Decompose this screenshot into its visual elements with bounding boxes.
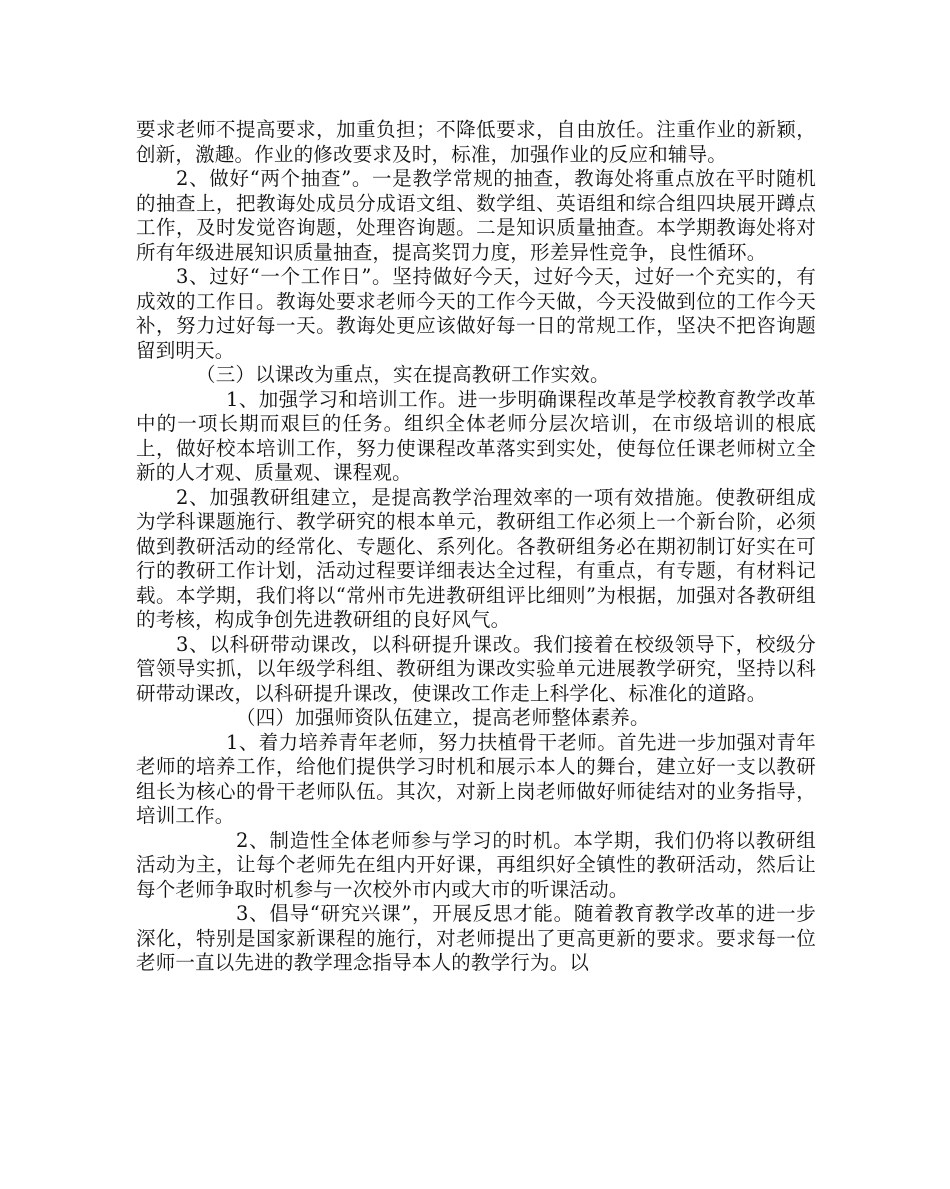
section-heading-4: （四）加强师资队伍建立，提高老师整体素养。 [236, 706, 650, 729]
paragraph-research-lessons: 3、倡导“研究兴课”，开展反思才能。随着教育教学改革的进一步深化，特别是国家新课程的施行，对老师提出了更高更新的要求。要求每一位老师一直以先进的教学理念指导本人的教学行为。以 [136, 902, 816, 974]
document-page [136, 118, 816, 976]
paragraph-learning-opportunities: 2、制造性全体老师参与学习的时机。本学期，我们仍将以教研组活动为主，让每个老师先在组内开好课，再组织好全镇性的教研活动，然后让每个老师争取时机参与一次校外市内或大市的听课活动。 [136, 828, 816, 901]
paragraph-homework-requirements: 要求老师不提高要求，加重负担；不降低要求，自由放任。注重作业的新颖，创新，激趣。作业的修改要求及时，标准，加强作业的反应和辅导。 [136, 118, 816, 166]
paragraph-one-workday: 3、过好“一个工作日”。坚持做好今天，过好今天，过好一个充实的，有成效的工作日。教诲处要求老师今天的工作今天做，今天没做到位的工作今天补，努力过好每一天。教诲处更应该做好每一日的常规工作，坚决不把咨询题留到明天。 [136, 265, 816, 362]
paragraph-study-training: 1、加强学习和培训工作。进一步明确课程改革是学校教育教学改革中的一项长期而艰巨的任务。组织全体老师分层次培训，在市级培训的根底上，做好校本培训工作，努力使课程改革落实到实处，使每位任课老师树立全新的人才观、质量观、课程观。 [136, 387, 816, 484]
paragraph-two-inspections: 2、做好“两个抽查”。一是教学常规的抽查，教诲处将重点放在平时随机的抽查上，把教诲处成员分成语文组、数学组、英语组和综合组四块展开蹲点工作，及时发觉咨询题，处理咨询题。二是知识质量抽查。本学期教诲处将对所有年级进展知识质量抽查，提高奖罚力度，形差异性竞争，良性循环。 [136, 167, 816, 264]
paragraph-teaching-research-groups: 2、加强教研组建立，是提高教学治理效率的一项有效措施。使教研组成为学科课题施行、教学研究的根本单元，教研组工作必须上一个新台阶，必须做到教研活动的经常化、专题化、系列化。各教研组务必在期初制订好实在可行的教研工作计划，活动过程要详细表达全过程，有重点，有专题，有材料记载。本学期，我们将以“常州市先进教研组评比细则”为根据，加强对各教研组的考核，构成争创先进教研组的良好风气。 [136, 485, 816, 631]
paragraph-young-teachers: 1、着力培养青年老师，努力扶植骨干老师。首先进一步加强对青年老师的培养工作，给他们提供学习时机和展示本人的舞台，建立好一支以教研组长为核心的骨干老师队伍。其次，对新上岗老师做好师徒结对的业务指导，培训工作。 [136, 730, 816, 827]
paragraph-research-drives-reform: 3、以科研带动课改，以科研提升课改。我们接着在校级领导下，校级分管领导实抓，以年级学科组、教研组为课改实验单元进展教学研究，坚持以科研带动课改，以科研提升课改，使课改工作走上科学化、标准化的道路。 [136, 632, 816, 705]
section-heading-3: （三）以课改为重点，实在提高教研工作实效。 [196, 363, 610, 386]
